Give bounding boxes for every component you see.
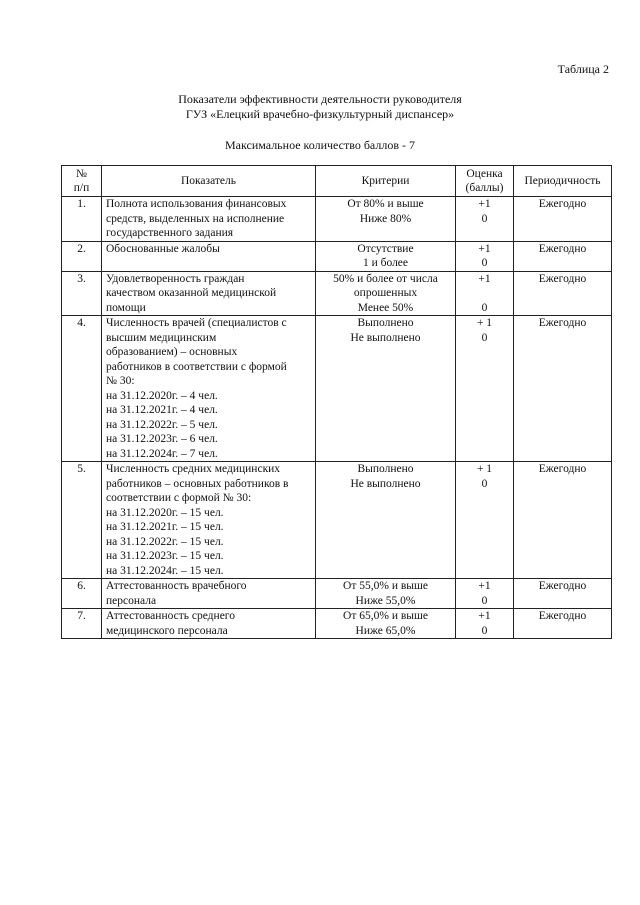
row-number: 2. bbox=[62, 241, 102, 271]
table-row bbox=[62, 609, 612, 639]
score-text: + 1 bbox=[476, 463, 493, 475]
criteria-cell bbox=[316, 609, 456, 639]
criteria-text: Ниже 80% bbox=[359, 212, 412, 225]
periodicity-cell: Ежегодно bbox=[514, 579, 612, 609]
indicator-text: № 30: bbox=[106, 375, 135, 387]
indicator-text: на 31.12.2021г. – 4 чел. bbox=[106, 404, 218, 416]
indicator-text: на 31.12.2021г. – 15 чел. bbox=[106, 521, 224, 533]
indicator-text: Обоснованные жалобы bbox=[106, 242, 220, 255]
indicator-cell bbox=[102, 316, 316, 462]
score-text: 0 bbox=[481, 301, 488, 314]
document-title bbox=[0, 92, 640, 122]
criteria-text: Выполнено bbox=[357, 317, 414, 329]
score-cell bbox=[456, 197, 514, 242]
criteria-text: Выполнено bbox=[357, 463, 414, 475]
indicator-text: персонала bbox=[106, 594, 157, 607]
row-number: 7. bbox=[62, 609, 102, 639]
periodicity-cell: Ежегодно bbox=[514, 241, 612, 271]
table-row bbox=[62, 197, 612, 242]
indicator-cell bbox=[102, 241, 316, 271]
criteria-text: Отсутствие bbox=[357, 242, 414, 255]
criteria-text: опрошенных bbox=[353, 287, 418, 299]
indicator-text: высшим медицинским bbox=[106, 331, 217, 344]
criteria-cell bbox=[316, 579, 456, 609]
score-text: +1 bbox=[478, 242, 491, 255]
criteria-text: От 65,0% и выше bbox=[343, 610, 428, 622]
performance-indicators-table bbox=[61, 165, 612, 639]
header-period: Периодичность bbox=[514, 166, 612, 197]
score-text: 0 bbox=[481, 477, 488, 490]
score-text: +1 bbox=[478, 580, 491, 592]
criteria-cell bbox=[316, 197, 456, 242]
table-row bbox=[62, 316, 612, 462]
periodicity-cell: Ежегодно bbox=[514, 609, 612, 639]
criteria-cell bbox=[316, 316, 456, 462]
criteria-cell bbox=[316, 462, 456, 579]
periodicity-cell: Ежегодно bbox=[514, 197, 612, 242]
score-text: + 1 bbox=[476, 317, 493, 329]
indicator-text: медицинского персонала bbox=[106, 624, 228, 637]
indicator-cell bbox=[102, 271, 316, 316]
score-text: 0 bbox=[481, 331, 488, 344]
score-cell bbox=[456, 316, 514, 462]
indicator-cell bbox=[102, 462, 316, 579]
score-text: 0 bbox=[481, 212, 488, 225]
score-text bbox=[460, 286, 509, 301]
header-num: № п/п bbox=[62, 166, 102, 197]
score-text: 0 bbox=[481, 594, 488, 607]
score-text: 0 bbox=[481, 257, 488, 269]
row-number: 3. bbox=[62, 271, 102, 316]
criteria-text: 50% и более от числа bbox=[333, 272, 438, 285]
indicator-text: Удовлетворенность граждан bbox=[106, 272, 245, 285]
row-number: 1. bbox=[62, 197, 102, 242]
criteria-text: Ниже 55,0% bbox=[355, 594, 416, 607]
indicator-text: на 31.12.2022г. – 15 чел. bbox=[106, 535, 224, 548]
row-number: 4. bbox=[62, 316, 102, 462]
indicator-text: Численность врачей (специалистов с bbox=[106, 317, 287, 329]
row-number: 5. bbox=[62, 462, 102, 579]
score-cell bbox=[456, 609, 514, 639]
indicator-text: на 31.12.2024г. – 15 чел. bbox=[106, 564, 224, 577]
max-score-caption: Максимальное количество баллов - 7 bbox=[224, 138, 416, 152]
criteria-text: Менее 50% bbox=[357, 301, 414, 314]
indicator-text: Полнота использования финансовых bbox=[106, 198, 287, 210]
indicator-text: работников – основных работников в bbox=[106, 477, 289, 490]
indicator-cell bbox=[102, 609, 316, 639]
table-row bbox=[62, 241, 612, 271]
periodicity-cell: Ежегодно bbox=[514, 462, 612, 579]
criteria-text: Не выполнено bbox=[350, 477, 421, 490]
indicator-text: образованием) – основных bbox=[106, 346, 238, 358]
table-row bbox=[62, 271, 612, 316]
criteria-text: 1 и более bbox=[362, 257, 409, 269]
table-body bbox=[62, 197, 612, 639]
table-number-label: Таблица 2 bbox=[557, 62, 609, 76]
indicator-text: на 31.12.2022г. – 5 чел. bbox=[106, 418, 218, 431]
score-text: +1 bbox=[478, 198, 491, 210]
header-criteria: Критерии bbox=[316, 166, 456, 197]
criteria-text: Не выполнено bbox=[350, 331, 421, 344]
periodicity-cell: Ежегодно bbox=[514, 316, 612, 462]
header-indicator: Показатель bbox=[102, 166, 316, 197]
indicator-text: Аттестованность врачебного bbox=[106, 580, 247, 592]
indicator-text: Численность средних медицинских bbox=[106, 463, 281, 475]
indicator-cell bbox=[102, 579, 316, 609]
periodicity-cell: Ежегодно bbox=[514, 271, 612, 316]
score-cell bbox=[456, 271, 514, 316]
criteria-text: От 80% и выше bbox=[347, 198, 424, 210]
score-text: +1 bbox=[478, 272, 491, 285]
indicator-text: государственного задания bbox=[106, 227, 234, 239]
indicator-text: Аттестованность среднего bbox=[106, 610, 235, 622]
indicator-text: работников в соответствии с формой bbox=[106, 360, 287, 373]
score-cell bbox=[456, 241, 514, 271]
header-score: Оценка (баллы) bbox=[456, 166, 514, 197]
criteria-text: Ниже 65,0% bbox=[355, 624, 416, 637]
indicator-text: качеством оказанной медицинской bbox=[106, 287, 277, 299]
title-line: Показатели эффективности деятельности руководителя bbox=[178, 92, 462, 106]
header-row bbox=[62, 166, 612, 197]
criteria-cell bbox=[316, 271, 456, 316]
indicator-text: соответствии с формой № 30: bbox=[106, 492, 252, 504]
table-row bbox=[62, 579, 612, 609]
indicator-text: на 31.12.2023г. – 6 чел. bbox=[106, 433, 218, 445]
score-text: 0 bbox=[481, 624, 488, 637]
indicator-text: помощи bbox=[106, 301, 146, 314]
title-line: ГУЗ «Елецкий врачебно-физкультурный диспансер» bbox=[185, 107, 455, 121]
indicator-text: на 31.12.2020г. – 15 чел. bbox=[106, 506, 224, 519]
indicator-text: на 31.12.2024г. – 7 чел. bbox=[106, 447, 218, 460]
score-text: +1 bbox=[478, 610, 491, 622]
criteria-text: От 55,0% и выше bbox=[343, 580, 428, 592]
indicator-text: средств, выделенных на исполнение bbox=[106, 212, 285, 225]
indicator-cell bbox=[102, 197, 316, 242]
score-cell bbox=[456, 579, 514, 609]
indicator-text: на 31.12.2023г. – 15 чел. bbox=[106, 550, 224, 562]
criteria-cell bbox=[316, 241, 456, 271]
table-row bbox=[62, 462, 612, 579]
row-number: 6. bbox=[62, 579, 102, 609]
score-cell bbox=[456, 462, 514, 579]
indicator-text: на 31.12.2020г. – 4 чел. bbox=[106, 389, 218, 402]
